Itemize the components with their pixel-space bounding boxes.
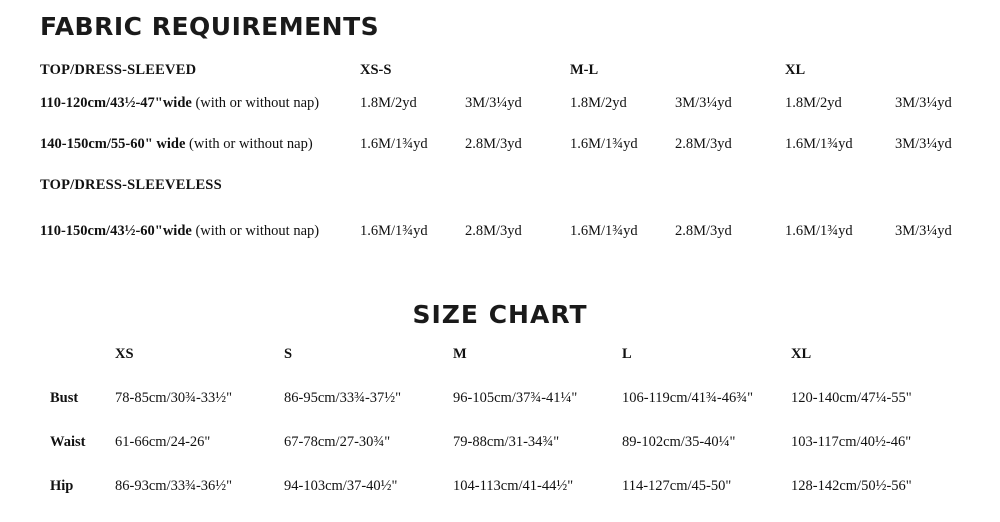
table-row — [40, 177, 970, 223]
fabric-requirements-title: FABRIC REQUIREMENTS — [40, 12, 380, 41]
spacer-cell — [465, 177, 570, 223]
fabric-yardage-cell: 2.8M/3yd — [465, 223, 522, 239]
spacer-cell — [465, 62, 570, 95]
fabric-yardage-cell: 1.8M/2yd — [785, 95, 842, 111]
fabric-width-note: (with or without nap) — [189, 136, 313, 152]
table-row — [50, 434, 960, 478]
measure-label-bust: Bust — [50, 390, 79, 406]
fabric-size-col-xl: XL — [785, 62, 806, 78]
size-cell: 128-142cm/50½-56" — [791, 478, 912, 494]
section-heading-sleeveless: TOP/DRESS-SLEEVELESS — [40, 177, 222, 193]
fabric-width-note: (with or without nap) — [195, 95, 320, 111]
size-cell: 86-95cm/33¾-37½" — [284, 390, 402, 406]
size-cell: 114-127cm/45-50" — [622, 478, 732, 494]
fabric-yardage-cell: 3M/3¼yd — [895, 223, 952, 239]
size-col-xs: XS — [115, 346, 134, 362]
fabric-width-value: 110-120cm/43½-47"wide — [40, 95, 192, 111]
fabric-yardage-cell: 1.6M/1¾yd — [360, 223, 428, 239]
fabric-yardage-cell: 3M/3¼yd — [465, 95, 522, 111]
fabric-width-value: 110-150cm/43½-60"wide — [40, 223, 192, 239]
table-row — [40, 136, 970, 177]
size-cell: 103-117cm/40½-46" — [791, 434, 912, 450]
table-row — [40, 62, 970, 95]
table-row — [40, 95, 970, 136]
size-cell: 86-93cm/33¾-36½" — [115, 478, 233, 494]
fabric-yardage-cell: 1.8M/2yd — [570, 95, 627, 111]
fabric-size-col-xs-s: XS-S — [360, 62, 392, 78]
spacer-cell — [785, 177, 895, 223]
size-chart-title: SIZE CHART — [412, 300, 588, 329]
table-row — [40, 223, 970, 253]
fabric-yardage-cell: 3M/3¼yd — [895, 95, 952, 111]
fabric-width-label — [40, 223, 360, 253]
fabric-yardage-cell: 2.8M/3yd — [675, 136, 732, 152]
spacer-cell — [50, 346, 115, 390]
fabric-yardage-cell: 3M/3¼yd — [675, 95, 732, 111]
fabric-width-value: 140-150cm/55-60" wide — [40, 136, 186, 152]
size-cell: 79-88cm/31-34¾" — [453, 434, 560, 450]
fabric-yardage-cell: 1.6M/1¾yd — [360, 136, 428, 152]
size-cell: 104-113cm/41-44½" — [453, 478, 574, 494]
size-col-xl: XL — [791, 346, 812, 362]
fabric-yardage-cell: 1.6M/1¾yd — [570, 223, 638, 239]
measure-label-hip: Hip — [50, 478, 74, 494]
fabric-yardage-cell: 1.6M/1¾yd — [785, 136, 853, 152]
spacer-cell — [360, 177, 465, 223]
fabric-size-col-m-l: M-L — [570, 62, 599, 78]
fabric-yardage-cell: 2.8M/3yd — [675, 223, 732, 239]
size-cell: 94-103cm/37-40½" — [284, 478, 398, 494]
fabric-width-note: (with or without nap) — [195, 223, 320, 239]
size-col-m: M — [453, 346, 467, 362]
size-chart-table — [50, 346, 960, 522]
spacer-cell — [570, 177, 675, 223]
fabric-yardage-cell: 1.6M/1¾yd — [785, 223, 853, 239]
section-heading-sleeved: TOP/DRESS-SLEEVED — [40, 62, 197, 78]
spacer-cell — [675, 62, 785, 95]
size-cell: 89-102cm/35-40¼" — [622, 434, 736, 450]
table-row — [50, 478, 960, 522]
measure-label-waist: Waist — [50, 434, 86, 450]
fabric-yardage-cell: 2.8M/3yd — [465, 136, 522, 152]
size-cell: 78-85cm/30¾-33½" — [115, 390, 233, 406]
size-cell: 67-78cm/27-30¾" — [284, 434, 391, 450]
size-cell: 96-105cm/37¾-41¼" — [453, 390, 578, 406]
size-cell: 120-140cm/47¼-55" — [791, 390, 912, 406]
size-cell: 61-66cm/24-26" — [115, 434, 211, 450]
size-col-l: L — [622, 346, 632, 362]
spacer-cell — [895, 62, 970, 95]
fabric-requirements-table — [40, 62, 970, 253]
table-row — [50, 390, 960, 434]
fabric-yardage-cell: 1.8M/2yd — [360, 95, 417, 111]
spacer-cell — [675, 177, 785, 223]
fabric-yardage-cell: 3M/3¼yd — [895, 136, 952, 152]
fabric-yardage-cell: 1.6M/1¾yd — [570, 136, 638, 152]
size-col-s: S — [284, 346, 293, 362]
size-cell: 106-119cm/41¾-46¾" — [622, 390, 754, 406]
spacer-cell — [895, 177, 970, 223]
fabric-width-label — [40, 136, 360, 177]
fabric-width-label — [40, 95, 360, 136]
table-row — [50, 346, 960, 390]
